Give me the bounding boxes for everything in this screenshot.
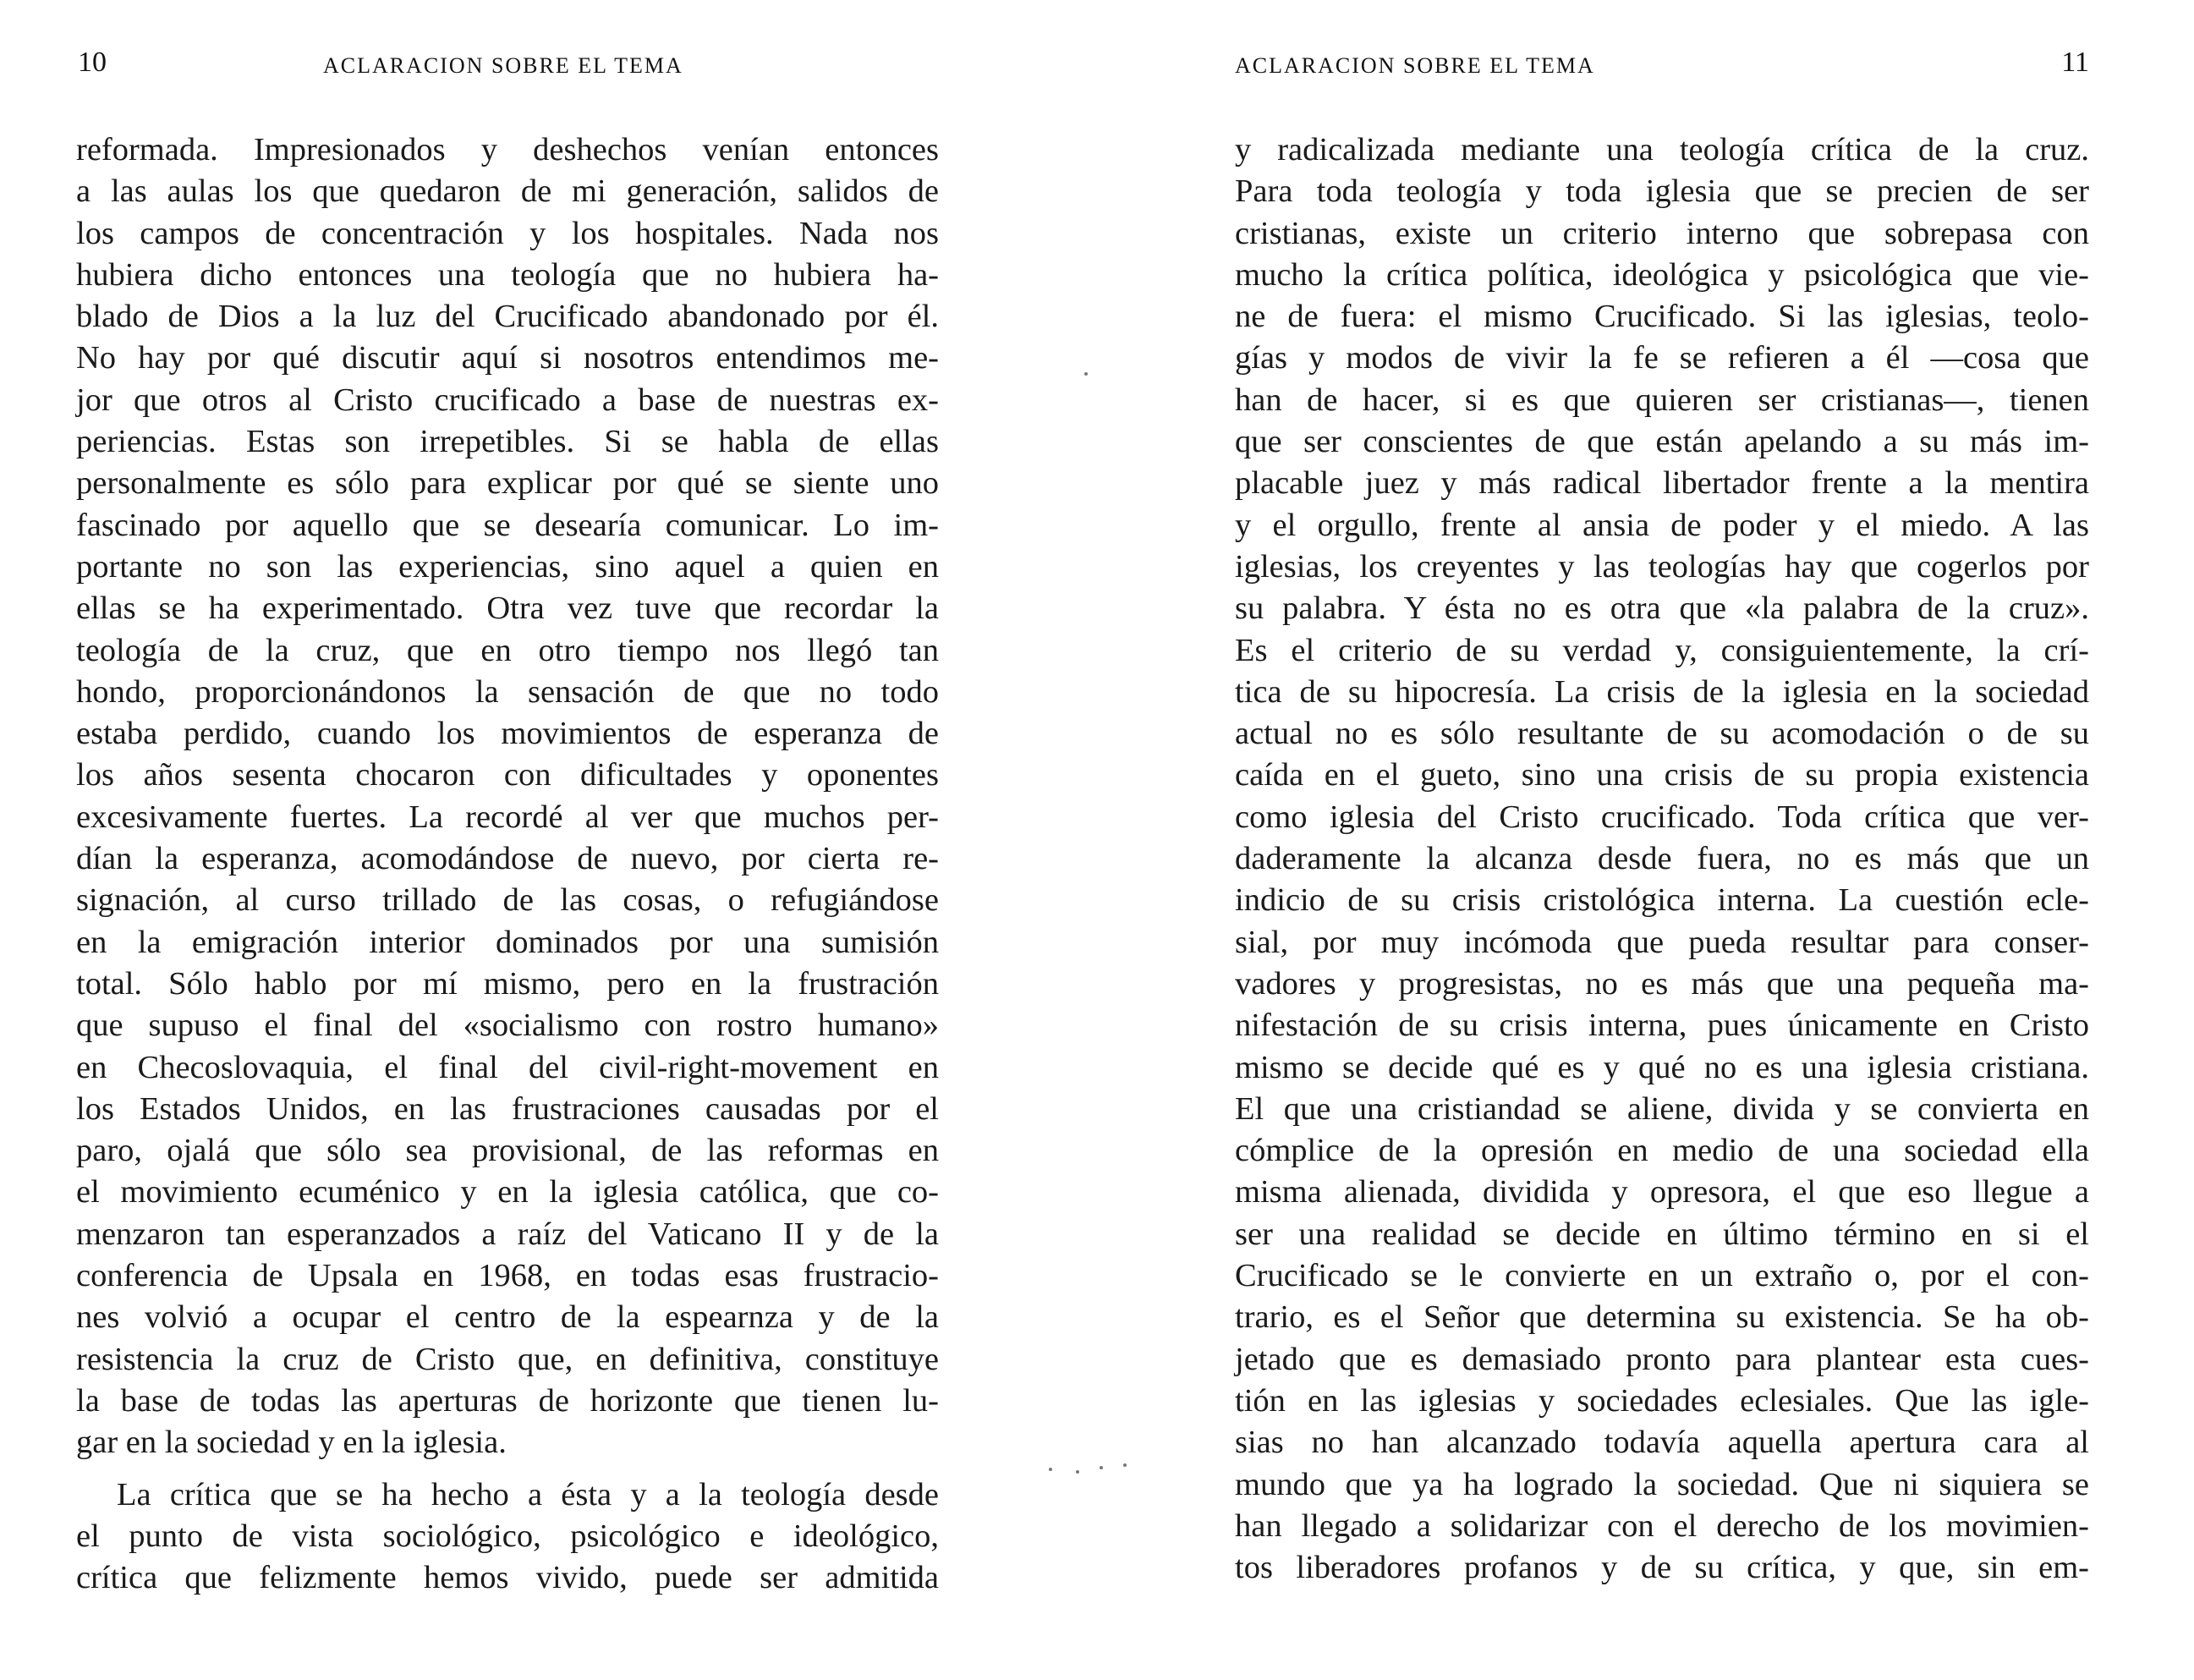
text-line: blado de Dios a la luz del Crucificado abandonado por él. bbox=[76, 299, 939, 335]
text-line: resistencia la cruz de Cristo que, en definitiva, constituye bbox=[76, 1341, 939, 1377]
text-line: daderamente la alcanza desde fuera, no es más que un bbox=[1235, 841, 2089, 877]
text-line: teología de la cruz, que en otro tiempo nos llegó tan bbox=[76, 632, 939, 668]
text-line: trario, es el Señor que determina su existencia. Se ha ob- bbox=[1235, 1299, 2089, 1336]
paragraph bbox=[76, 129, 939, 1464]
text-line: gías y modos de vivir la fe se refieren a él —cosa que bbox=[1235, 340, 2089, 376]
text-line: su palabra. Y ésta no es otra que «la palabra de la cruz». bbox=[1235, 590, 2089, 627]
text-line: el movimiento ecuménico y en la iglesia católica, que co- bbox=[76, 1174, 939, 1211]
text-line: la base de todas las aperturas de horizonte que tienen lu- bbox=[76, 1382, 939, 1419]
text-line: placable juez y más radical libertador frente a la mentira bbox=[1235, 465, 2089, 502]
text-line: portante no son las experiencias, sino aquel a quien en bbox=[76, 548, 939, 585]
text-line: nes volvió a ocupar el centro de la espearnza y de la bbox=[76, 1299, 939, 1336]
text-line: vadores y progresistas, no es más que una pequeña ma- bbox=[1235, 965, 2089, 1002]
running-title: ACLARACION SOBRE EL TEMA bbox=[323, 53, 683, 78]
text-line: Para toda teología y toda iglesia que se precien de ser bbox=[1235, 173, 2089, 210]
text-line: paro, ojalá que sólo sea provisional, de las reformas en bbox=[76, 1133, 939, 1169]
text-line: hubiera dicho entonces una teología que no hubiera ha- bbox=[76, 256, 939, 293]
text-line: sial, por muy incómoda que pueda resultar para conser- bbox=[1235, 924, 2089, 960]
text-line: los años sesenta chocaron con dificultades y oponentes bbox=[76, 757, 939, 793]
text-line: nifestación de su crisis interna, pues únicamente en Cristo bbox=[1235, 1007, 2089, 1044]
page-number: 10 bbox=[78, 47, 107, 78]
text-line: dían la esperanza, acomodándose de nuevo, por cierta re- bbox=[76, 841, 939, 877]
paragraph bbox=[76, 1474, 939, 1600]
text-line: los Estados Unidos, en las frustraciones causadas por el bbox=[76, 1090, 939, 1127]
text-line: crítica que felizmente hemos vivido, puede ser admitida bbox=[76, 1560, 939, 1596]
text-line: mucho la crítica política, ideológica y psicológica que vie- bbox=[1235, 256, 2089, 293]
text-line: ne de fuera: el mismo Crucificado. Si las iglesias, teolo- bbox=[1235, 299, 2089, 335]
text-line: fascinado por aquello que se desearía comunicar. Lo im- bbox=[76, 507, 939, 543]
page-number: 11 bbox=[2061, 47, 2089, 78]
text-line: y radicalizada mediante una teología crítica de la cruz. bbox=[1235, 132, 2089, 167]
body-text bbox=[1235, 129, 2089, 1589]
text-line: que ser conscientes de que están apelando a su más im- bbox=[1235, 424, 2089, 460]
paragraph bbox=[1235, 129, 2089, 1589]
scan-speck bbox=[1100, 1466, 1103, 1469]
scan-speck bbox=[1049, 1468, 1052, 1471]
scan-speck bbox=[1084, 372, 1088, 376]
text-line: actual no es sólo resultante de su acomodación o de su bbox=[1235, 716, 2089, 752]
running-title: ACLARACION SOBRE EL TEMA bbox=[1235, 53, 1595, 78]
running-head bbox=[1235, 47, 2089, 80]
text-line: El que una cristiandad se aliene, divida y se convierta en bbox=[1235, 1090, 2089, 1127]
text-line: en Checoslovaquia, el final del civil-right-movement en bbox=[76, 1049, 939, 1085]
text-line: mismo se decide qué es y qué no es una iglesia cristiana. bbox=[1235, 1049, 2089, 1085]
text-line: Crucificado se le convierte en un extraño o, por el con- bbox=[1235, 1258, 2089, 1294]
text-line: y el orgullo, frente al ansia de poder y el miedo. A las bbox=[1235, 507, 2089, 543]
text-line: La crítica que se ha hecho a ésta y a la teología desde bbox=[117, 1476, 939, 1513]
text-line: estaba perdido, cuando los movimientos de esperanza de bbox=[76, 716, 939, 752]
text-line: ser una realidad se decide en último término en si el bbox=[1235, 1216, 2089, 1252]
text-line: sias no han alcanzado todavía aquella apertura cara al bbox=[1235, 1425, 2089, 1461]
text-line: personalmente es sólo para explicar por qué se siente uno bbox=[76, 465, 939, 502]
text-line: han de hacer, si es que quieren ser cristianas—, tienen bbox=[1235, 382, 2089, 418]
text-line: excesivamente fuertes. La recordé al ver que muchos per- bbox=[76, 799, 939, 835]
body-text bbox=[76, 129, 939, 1599]
text-line: el punto de vista sociológico, psicológico e ideológico, bbox=[76, 1518, 939, 1554]
text-line: menzaron tan esperanzados a raíz del Vaticano II y de la bbox=[76, 1216, 939, 1252]
text-line: total. Sólo hablo por mí mismo, pero en la frustración bbox=[76, 965, 939, 1002]
text-line: jetado que es demasiado pronto para plantear esta cues- bbox=[1235, 1341, 2089, 1377]
text-line: a las aulas los que quedaron de mi generación, salidos de bbox=[76, 173, 939, 210]
text-line: cómplice de la opresión en medio de una sociedad ella bbox=[1235, 1133, 2089, 1169]
text-line: ellas se ha experimentado. Otra vez tuve que recordar la bbox=[76, 590, 939, 627]
text-line: indicio de su crisis cristológica interna. La cuestión ecle- bbox=[1235, 882, 2089, 919]
text-line: mundo que ya ha logrado la sociedad. Que ni siquiera se bbox=[1235, 1466, 2089, 1502]
text-line: que supuso el final del «socialismo con rostro humano» bbox=[76, 1007, 939, 1044]
text-line: los campos de concentración y los hospitales. Nada nos bbox=[76, 215, 939, 251]
scan-speck bbox=[1123, 1463, 1127, 1467]
text-line: conferencia de Upsala en 1968, en todas esas frustracio- bbox=[76, 1258, 939, 1294]
scan-speck bbox=[1076, 1470, 1079, 1474]
text-line: en la emigración interior dominados por una sumisión bbox=[76, 924, 939, 960]
text-line: hondo, proporcionándonos la sensación de que no todo bbox=[76, 673, 939, 710]
text-line: jor que otros al Cristo crucificado a base de nuestras ex- bbox=[76, 382, 939, 418]
text-line: reformada. Impresionados y deshechos venían entonces bbox=[76, 132, 939, 167]
text-line: tión en las iglesias y sociedades eclesiales. Que las igle- bbox=[1235, 1382, 2089, 1419]
text-line: gar en la sociedad y en la iglesia. bbox=[76, 1425, 507, 1461]
text-line: cristianas, existe un criterio interno que sobrepasa con bbox=[1235, 215, 2089, 251]
text-line: Es el criterio de su verdad y, consiguientemente, la crí- bbox=[1235, 632, 2089, 668]
right-page bbox=[1097, 0, 2194, 1680]
text-line: tos liberadores profanos y de su crítica, y que, sin em- bbox=[1235, 1550, 2089, 1586]
text-line: No hay por qué discutir aquí si nosotros entendimos me- bbox=[76, 340, 939, 376]
running-head bbox=[78, 47, 941, 80]
text-line: caída en el gueto, sino una crisis de su propia existencia bbox=[1235, 757, 2089, 793]
text-line: iglesias, los creyentes y las teologías hay que cogerlos por bbox=[1235, 548, 2089, 585]
text-line: periencias. Estas son irrepetibles. Si se habla de ellas bbox=[76, 424, 939, 460]
text-line: tica de su hipocresía. La crisis de la iglesia en la sociedad bbox=[1235, 673, 2089, 710]
text-line: misma alienada, dividida y opresora, el que eso llegue a bbox=[1235, 1174, 2089, 1211]
text-line: han llegado a solidarizar con el derecho de los movimien- bbox=[1235, 1507, 2089, 1544]
text-line: como iglesia del Cristo crucificado. Toda crítica que ver- bbox=[1235, 799, 2089, 835]
text-line: signación, al curso trillado de las cosas, o refugiándose bbox=[76, 882, 939, 919]
